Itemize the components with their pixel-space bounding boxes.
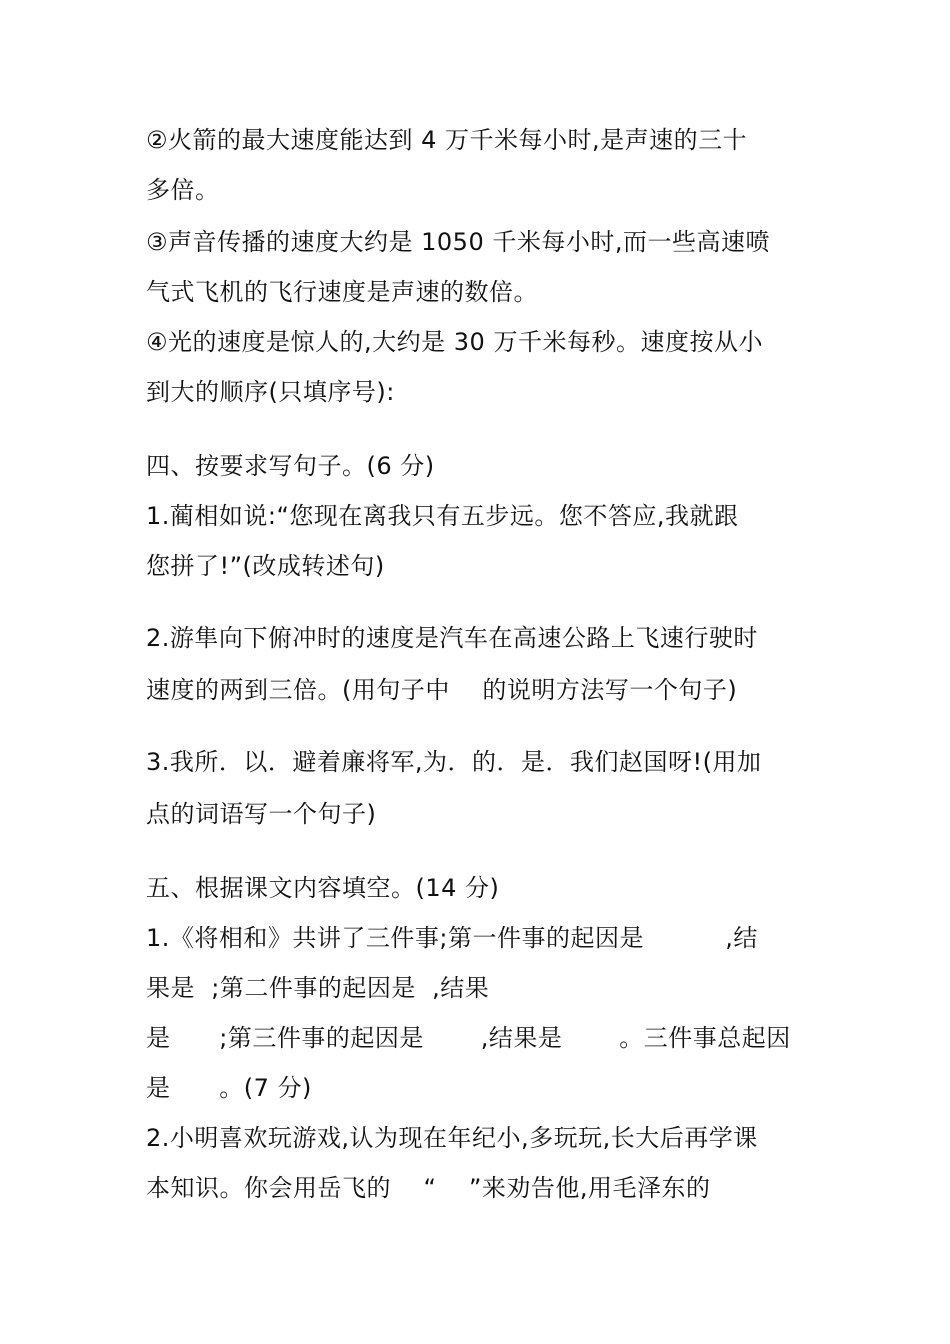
text-line: 多倍。: [146, 176, 220, 204]
question-line: 果是 ;第二件事的起因是 ,结果: [146, 974, 490, 1002]
question-line: 您拼了!”(改成转述句): [146, 552, 385, 580]
text-line: ③声音传播的速度大约是 1050 千米每小时,而一些高速喷: [146, 228, 770, 256]
question-line: 是 ;第三件事的起因是 ,结果是 。三件事总起因: [146, 1024, 791, 1052]
question-line: 2.小明喜欢玩游戏,认为现在年纪小,多玩玩,长大后再学课: [146, 1124, 758, 1152]
question-line: 3.我所．以．避着廉将军,为．的．是．我们赵国呀!(用加: [146, 748, 762, 776]
question-line: 2.游隼向下俯冲时的速度是汽车在高速公路上飞速行驶时: [146, 624, 758, 652]
text-line: 到大的顺序(只填序号):: [146, 378, 395, 406]
text-line: 气式飞机的飞行速度是声速的数倍。: [146, 278, 538, 306]
question-line: 1.《将相和》共讲了三件事;第一件事的起因是 ,结: [146, 924, 758, 952]
section-heading: 五、根据课文内容填空。(14 分): [146, 874, 500, 902]
question-line: 速度的两到三倍。(用句子中 的说明方法写一个句子): [146, 676, 738, 704]
question-line: 1.蔺相如说:“您现在离我只有五步远。您不答应,我就跟: [146, 502, 739, 530]
text-line: ②火箭的最大速度能达到 4 万千米每小时,是声速的三十: [146, 126, 748, 154]
section-heading: 四、按要求写句子。(6 分): [146, 452, 435, 480]
question-line: 是 。(7 分): [146, 1074, 312, 1102]
question-line: 点的词语写一个句子): [146, 800, 377, 828]
text-line: ④光的速度是惊人的,大约是 30 万千米每秒。速度按从小: [146, 328, 763, 356]
question-line: 本知识。你会用岳飞的 “ ”来劝告他,用毛泽东的: [146, 1174, 711, 1202]
